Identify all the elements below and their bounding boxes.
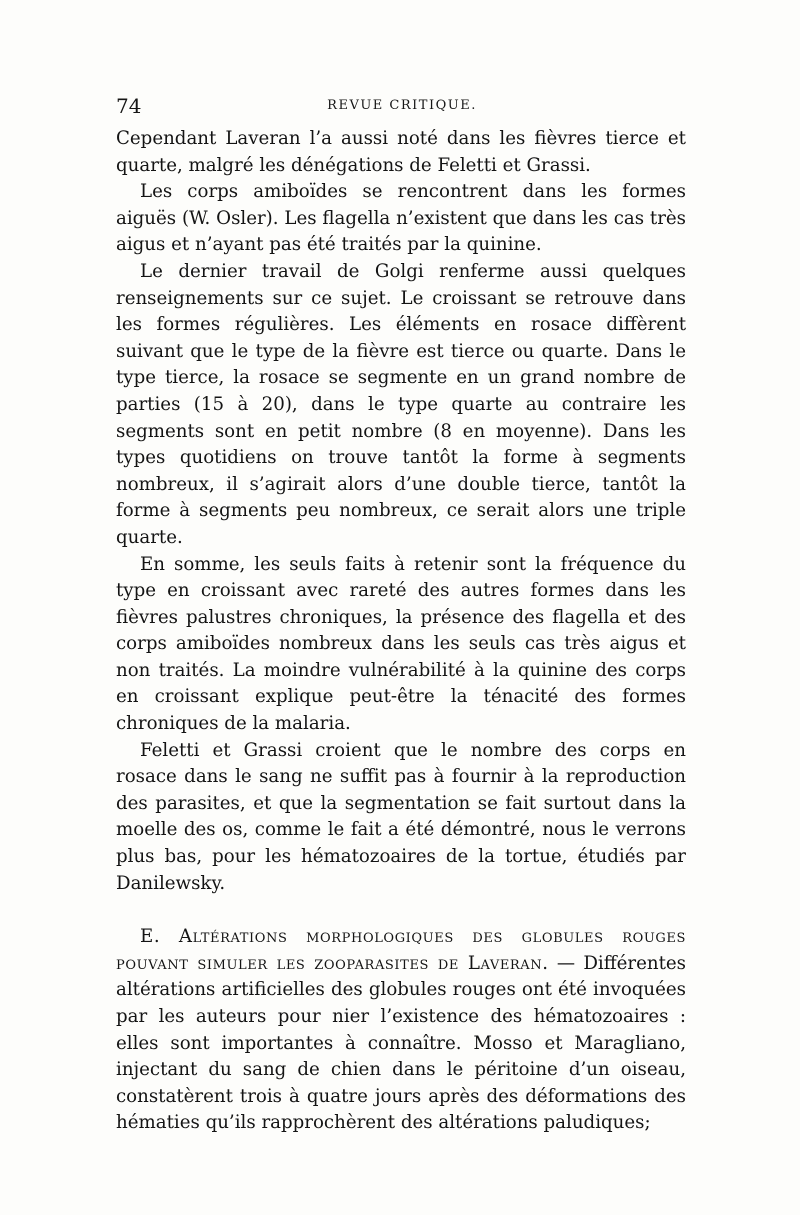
paragraph-1: Cependant Laveran l’a aussi noté dans les fièvres tierce et quarte, malgré les dénégations de Feletti et Grassi. <box>116 128 686 176</box>
section-e-text: — Différentes altérations artificielles des globules rouges ont été invoquées par les auteurs pour nier l’existence des hématozoaires : elles sont importantes à connaître. Mosso et Maragliano, injectant du sang de chien dans le péritoine d’un oiseau, constatèrent trois à quatre jours après des déformations des hématies qu’ils rapprochèrent des altérations paludiques; <box>116 952 686 1134</box>
body-text <box>116 126 686 1137</box>
section-e-heading: E. Altérations morphologiques des globules rouges pouvant simuler les zooparasites de Laveran. <box>116 926 686 974</box>
paragraph-3: Le dernier travail de Golgi renferme aussi quelques renseignements sur ce sujet. Le croissant se retrouve dans les formes régulières. Les éléments en rosace diffèrent suivant que le type de la fièvre est tierce ou quarte. Dans le type tierce, la rosace se segmente en un grand nombre de parties (15 à 20), dans le type quarte au contraire les segments sont en petit nombre (8 en moyenne). Dans les types quotidiens on trouve tantôt la forme à segments nombreux, il s’agirait alors d’une double tierce, tantôt la forme à segments peu nombreux, ce serait alors une triple quarte. <box>116 260 686 548</box>
page-number: 74 <box>116 94 142 118</box>
paragraph-5: Feletti et Grassi croient que le nombre des corps en rosace dans le sang ne suffit pas à fournir à la reproduction des parasites, et que la segmentation se fait surtout dans la moelle des os, comme le fait a été démontré, nous le verrons plus bas, pour les hématozoaires de la tortue, étudiés par Danilewsky. <box>116 739 686 894</box>
paragraph-4: En somme, les seuls faits à retenir sont la fréquence du type en croissant avec rareté des autres formes dans les fièvres palustres chroniques, la présence des flagella et des corps amiboïdes nombreux dans les seuls cas très aigus et non traités. La moindre vulnérabilité à la quinine des corps en croissant explique peut-être la ténacité des formes chroniques de la malaria. <box>116 553 686 735</box>
section-e <box>116 924 686 1137</box>
paragraph-2: Les corps amiboïdes se rencontrent dans les formes aiguës (W. Osler). Les flagella n’existent que dans les cas très aigus et n’ayant pas été traités par la quinine. <box>116 181 686 256</box>
page-header <box>116 94 688 124</box>
running-head: REVUE CRITIQUE. <box>327 98 477 113</box>
